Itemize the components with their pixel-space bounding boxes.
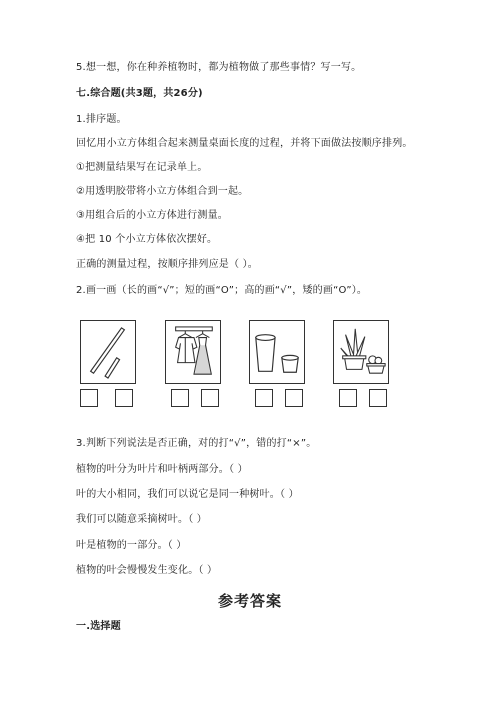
question-3-title: 3.判断下列说法是否正确，对的打“√”，错的打“×”。: [76, 438, 317, 449]
question-3-statement-1: 植物的叶分为叶片和叶柄两部分。（ ）: [76, 464, 248, 475]
answer-box-8[interactable]: [369, 389, 387, 407]
answer-section-1-heading: 一.选择题: [76, 621, 121, 632]
question-1-step-4: ④把 10 个小立方体依次摆好。: [76, 234, 218, 245]
question-2-title: 2.画一画（长的画“√”；短的画“O”；高的画“√”，矮的画“O”）。: [76, 285, 368, 296]
question-1-title: 1.排序题。: [76, 114, 127, 125]
answer-box-7[interactable]: [339, 389, 357, 407]
question-1-answer-line: 正确的测量过程，按顺序排列应是（ ）。: [76, 259, 258, 270]
cups-image: [249, 320, 305, 384]
clothes-image: [165, 320, 221, 384]
question-5-text: 5.想一想，你在种养植物时，都为植物做了那些事情？写一写。: [76, 62, 362, 73]
answer-box-4[interactable]: [201, 389, 219, 407]
plants-image: [333, 320, 389, 384]
question-3-statement-4: 叶是植物的一部分。（ ）: [76, 540, 187, 551]
question-1-step-1: ①把测量结果写在记录单上。: [76, 162, 208, 173]
answer-box-2[interactable]: [115, 389, 133, 407]
answer-box-6[interactable]: [285, 389, 303, 407]
answer-box-1[interactable]: [80, 389, 98, 407]
question-3-statement-5: 植物的叶会慢慢发生变化。（ ）: [76, 565, 218, 576]
answer-box-3[interactable]: [171, 389, 189, 407]
question-3-statement-3: 我们可以随意采摘树叶。（ ）: [76, 514, 207, 525]
answer-key-title: 参考答案: [217, 592, 282, 610]
question-1-step-2: ②用透明胶带将小立方体组合到一起。: [76, 186, 249, 197]
answer-box-5[interactable]: [255, 389, 273, 407]
section-7-heading: 七.综合题(共3题，共26分): [76, 88, 203, 99]
question-1-step-3: ③用组合后的小立方体进行测量。: [76, 210, 228, 221]
question-3-statement-2: 叶的大小相同，我们可以说它是同一种树叶。（ ）: [76, 489, 299, 500]
sticks-image: [80, 320, 136, 384]
question-1-prompt: 回忆用小立方体组合起来测量桌面长度的过程，并将下面做法按顺序排列。: [76, 138, 413, 149]
